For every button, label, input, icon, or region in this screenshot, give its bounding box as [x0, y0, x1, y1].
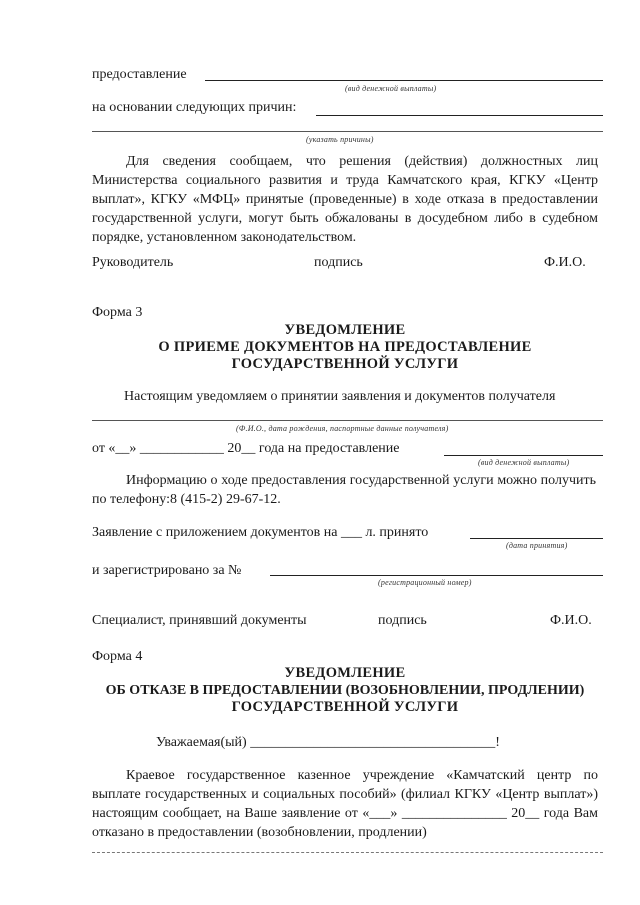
reg-number-line: [270, 575, 603, 576]
accept-date-caption: (дата принятия): [506, 541, 568, 550]
form4-title-line2: ОБ ОТКАЗЕ В ПРЕДОСТАВЛЕНИИ (ВОЗОБНОВЛЕНИИ, ПРОДЛЕНИИ): [105, 683, 585, 698]
form4-title-line3: ГОСУДАРСТВЕННОЙ УСЛУГИ: [231, 699, 459, 715]
appeal-paragraph: Для сведения сообщаем, что решения (действия) должностных лиц Министерства социального развития и труда Камчатского края, КГКУ «Центр выплат», КГКУ «МФЦ» принятые (проведенные) в ходе отказа в предоставлении государственной услуги, могут быть обжалованы в досудебном либо в судебном порядке, установленном законодательством.: [92, 154, 598, 245]
form3-title-line2: О ПРИЕМЕ ДОКУМЕНТОВ НА ПРЕДОСТАВЛЕНИЕ: [158, 339, 532, 355]
registered-text: и зарегистрировано за №: [92, 563, 242, 578]
form4-label: Форма 4: [92, 649, 143, 664]
accepted-text: Заявление с приложением документов на ___ л. принято: [92, 525, 429, 540]
date-from-text: от «__» ____________ 20__ года на предоставление: [92, 441, 400, 456]
reasons-caption: (указать причины): [306, 135, 374, 144]
refusal-paragraph: Краевое государственное казенное учреждение «Камчатский центр по выплате государственных и социальных пособий» (филиал КГКУ «Центр выплат») настоящим сообщает, на Ваше заявление от «___» _______________ 20__ года Вам отказано в предоставлении (возобновлении, продлении): [92, 768, 598, 840]
page-bottom-line: [92, 852, 603, 853]
provision-caption: (вид денежной выплаты): [345, 84, 437, 93]
form3-intro: Настоящим уведомляем о принятии заявления и документов получателя: [124, 389, 556, 404]
recipient-caption: (Ф.И.О., дата рождения, паспортные данные получателя): [236, 424, 449, 433]
form4-title-line1: УВЕДОМЛЕНИЕ: [284, 665, 406, 681]
specialist-label: Специалист, принявший документы: [92, 613, 307, 628]
specialist-fio-label: Ф.И.О.: [550, 613, 592, 628]
head-signer-label: Руководитель: [92, 255, 174, 270]
form3-label: Форма 3: [92, 305, 143, 320]
info-paragraph: Информацию о ходе предоставления государственной услуги можно получить по телефону:8 (415-2) 29-67-12.: [92, 473, 596, 507]
form3-title-line1: УВЕДОМЛЕНИЕ: [284, 322, 406, 338]
accept-date-line: [470, 538, 603, 539]
reasons-label: на основании следующих причин:: [92, 100, 297, 115]
reg-caption: (регистрационный номер): [378, 578, 472, 587]
provision-line: [205, 80, 603, 81]
reasons-line-2: [92, 131, 603, 132]
signature-label: подпись: [314, 255, 363, 270]
form3-title-line3: ГОСУДАРСТВЕННОЙ УСЛУГИ: [231, 356, 459, 372]
payment-line: [444, 455, 603, 456]
fio-label: Ф.И.О.: [544, 255, 586, 270]
specialist-signature-label: подпись: [378, 613, 427, 628]
provision-label: предоставление: [92, 67, 187, 82]
greeting-line: Уважаемая(ый) ___________________________________!: [156, 735, 500, 750]
reasons-line: [316, 115, 603, 116]
payment-caption: (вид денежной выплаты): [478, 458, 570, 467]
recipient-line: [92, 420, 603, 421]
